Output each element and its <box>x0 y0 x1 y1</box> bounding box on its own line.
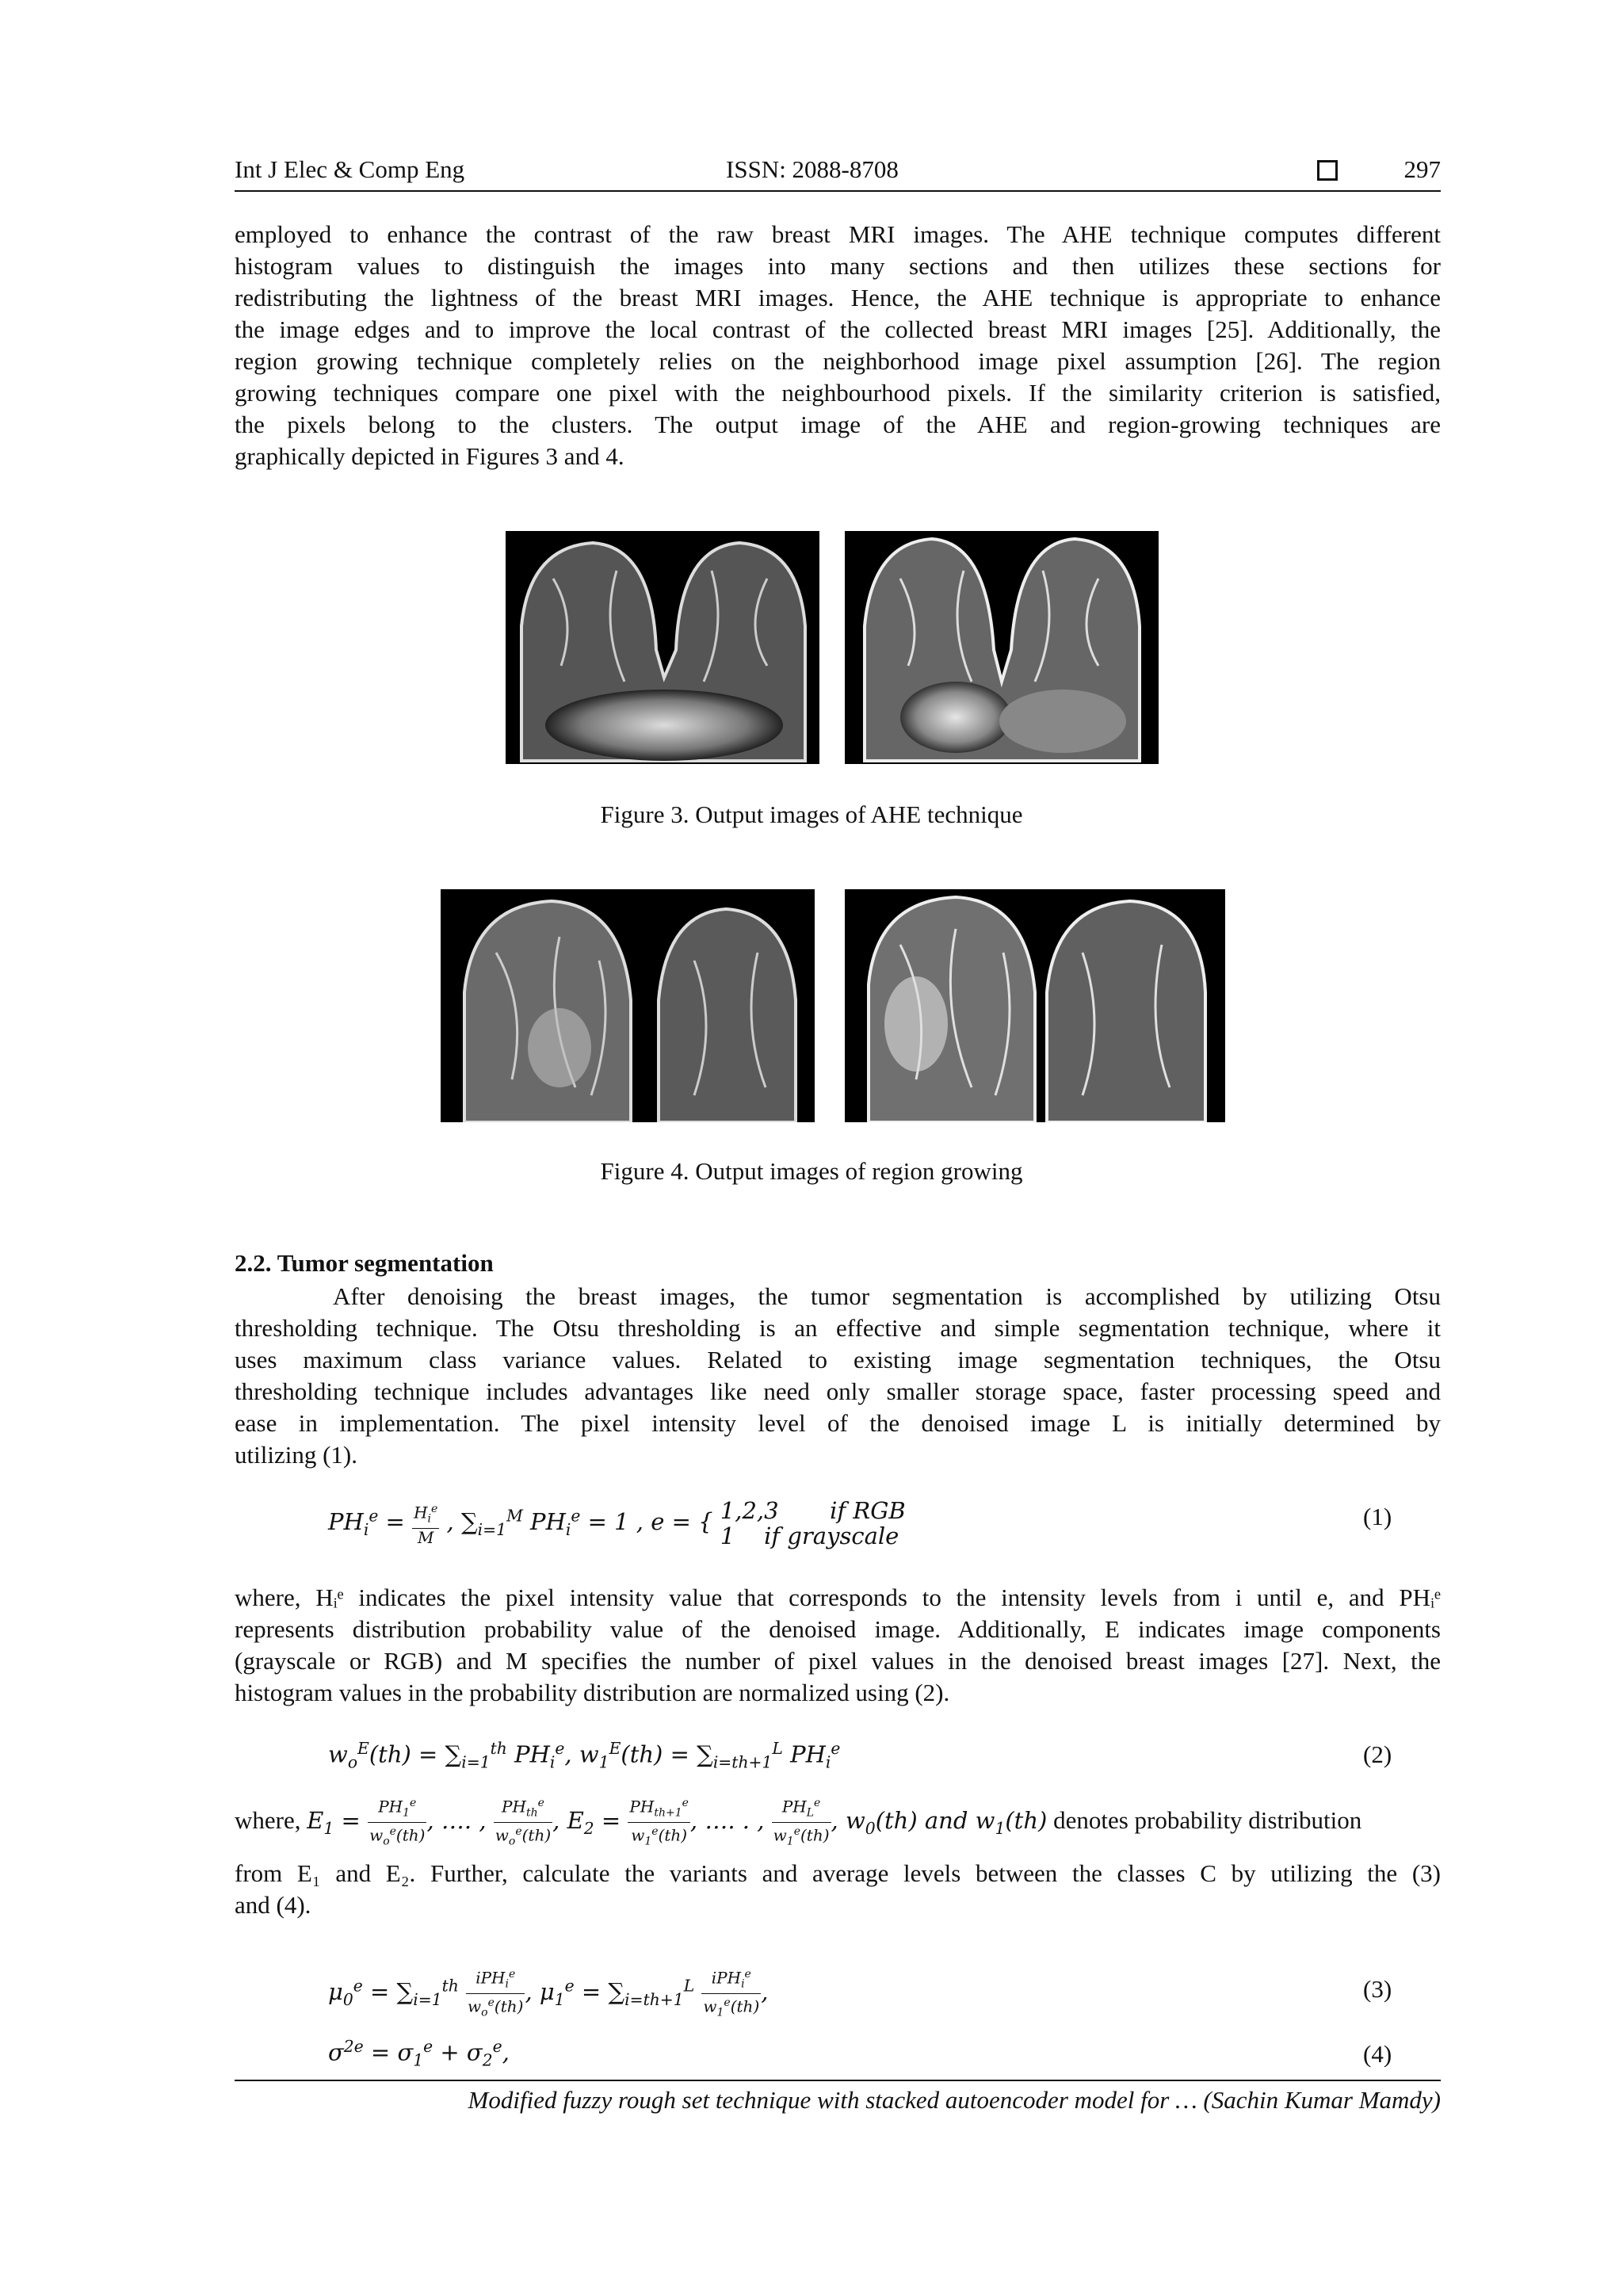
footer-rule <box>235 2080 1441 2081</box>
figure-4-caption: Figure 4. Output images of region growing <box>600 1157 1023 1185</box>
equation-2: $w_o^E(th) = \sum_{i=1}^{th}$ $PH_i^e$, $w_1^E(th) = \sum_{i=th+1}^L$ $PH_i^e$ <box>328 1739 841 1772</box>
header-rule <box>235 190 1441 192</box>
paragraph-4: from E₁ and E₂. Further, calculate the variants and average levels between the classes C by utilizing the (3) and (4). <box>235 1859 1441 1919</box>
issn: ISSN: 2088-8708 <box>726 155 899 183</box>
equation-3: $\mu_0^e = \sum_{i=1}^{th}$ $\frac{iPH_i^e}{w_o^e(th)}$ , $\mu_1^e = \sum_{i=th+1}^L$ $\frac{iPH_i^e}{w_1^e(th)}$ , <box>328 1966 768 2021</box>
equation-2-number: (2) <box>1363 1740 1392 1768</box>
equation-4-number: (4) <box>1363 2040 1392 2068</box>
page-number: 297 <box>1403 155 1441 183</box>
running-header <box>235 155 1441 190</box>
paragraph-3: where, Hᵢᵉ indicates the pixel intensity value that corresponds to the intensity levels from i until e, and PHᵢᵉ represents distribution probability value of the denoised image. Additionally, E indicates image components (grayscale or RGB) and M specifies the number of pixel values in the denoised breast images [27]. Next, the histogram values in the probability distribution are normalized using (2). <box>235 1584 1441 1706</box>
where-definitions: where, $E_1$ = $\frac{PH_1^e}{w_o^e(th)}$ , …. , $\frac{PH_{th}^e}{w_o^e(th)}$ , $E_2$ = $\frac{PH_{th+1}^e}{w_1^e(th)}$ , …. . , $\frac{PH_L^e}{w_1^e(th)}$ , $w_0(th)$ and $w_1(th)$ denotes probability distribution <box>235 1794 1441 1850</box>
figure-3-right-image <box>845 531 1159 764</box>
paragraph-1: employed to enhance the contrast of the raw breast MRI images. The AHE technique computes different histogram values to distinguish the images into many sections and then utilizes these sections for redistributing the lightness of the breast MRI images. Hence, the AHE technique is appropriate to enhance the image edges and to improve the local contrast of the collected breast MRI images [25]. Additionally, the region growing technique completely relies on the neighborhood image pixel assumption [26]. The region growing techniques compare one pixel with the neighbourhood pixels. If the similarity criterion is satisfied, the pixels belong to the clusters. The output image of the AHE and region-growing techniques are graphically depicted in Figures 3 and 4. <box>235 220 1441 470</box>
journal-name: Int J Elec & Comp Eng <box>235 155 465 183</box>
figure-4-right-image <box>845 889 1225 1122</box>
paragraph-2: After denoising the breast images, the tumor segmentation is accomplished by utilizing Otsu thresholding technique. The Otsu thresholding is an effective and simple segmentation technique, where it uses maximum class variance values. Related to existing image segmentation techniques, the Otsu thresholding technique includes advantages like need only smaller storage space, faster processing speed and ease in implementation. The pixel intensity level of the denoised image L is initially determined by utilizing (1). <box>235 1282 1441 1469</box>
section-heading: 2.2. Tumor segmentation <box>235 1249 494 1277</box>
equation-4: $\sigma^{2e} = \sigma_1^e + \sigma_2^e$, <box>328 2037 510 2070</box>
square-icon <box>1317 160 1338 181</box>
equation-3-number: (3) <box>1363 1975 1392 2003</box>
figure-3-caption: Figure 3. Output images of AHE technique <box>600 800 1023 828</box>
running-footer: Modified fuzzy rough set technique with stacked autoencoder model for … (Sachin Kumar Mamdy) <box>468 2086 1441 2114</box>
equation-1: $PH_i^e$ = $\frac{H_i^e}{M}$ , $\sum_{i=1}^M$ $PH_i^e = 1$ , e = { 1,2,3 if RGB 1 if grayscale <box>328 1497 906 1549</box>
equation-1-number: (1) <box>1363 1503 1392 1530</box>
figure-4-left-image <box>441 889 815 1122</box>
figure-3-left-image <box>506 531 819 764</box>
